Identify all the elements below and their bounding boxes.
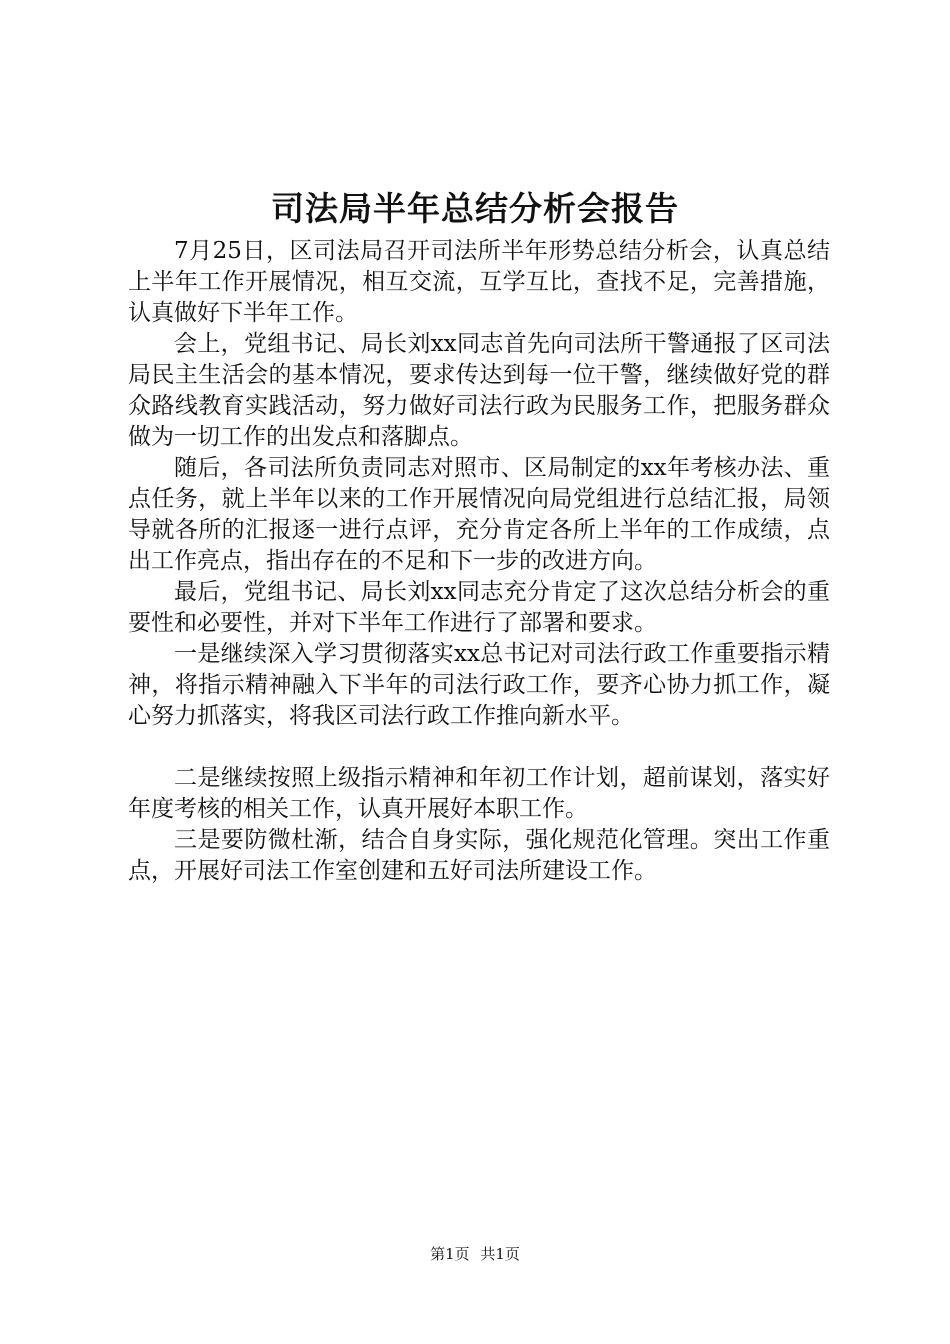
paragraph-meeting-opening: 会上，党组书记、局长刘xx同志首先向司法所干警通报了区司法局民主生活会的基本情况，要求传达到每一位干警，继续做好党的群众路线教育实践活动，努力做好司法行政为民服务工作，把服务群众做为一切工作的出发点和落脚点。 xyxy=(128,331,830,450)
page-number-footer: 第1页 共1页 xyxy=(430,1245,520,1263)
paragraph-requirement-three: 三是要防微杜渐，结合自身实际，强化规范化管理。突出工作重点，开展好司法工作室创建和五好司法所建设工作。 xyxy=(128,827,830,884)
paragraph-station-reports: 随后，各司法所负责同志对照市、区局制定的xx年考核办法、重点任务，就上半年以来的工作开展情况向局党组进行总结汇报，局领导就各所的汇报逐一进行点评，充分肯定各所上半年的工作成绩，点出工作亮点，指出存在的不足和下一步的改进方向。 xyxy=(128,455,830,574)
paragraph-requirement-two: 二是继续按照上级指示精神和年初工作计划，超前谋划，落实好年度考核的相关工作，认真开展好本职工作。 xyxy=(128,765,830,822)
paragraph-requirement-one: 一是继续深入学习贯彻落实xx总书记对司法行政工作重要指示精神，将指示精神融入下半年的司法行政工作，要齐心协力抓工作，凝心努力抓落实，将我区司法行政工作推向新水平。 xyxy=(128,641,830,729)
document-body xyxy=(128,236,830,887)
paragraph-closing-remarks: 最后，党组书记、局长刘xx同志充分肯定了这次总结分析会的重要性和必要性，并对下半年工作进行了部署和要求。 xyxy=(128,579,830,636)
document-title: 司法局半年总结分析会报告 xyxy=(271,189,679,228)
paragraph-meeting-intro: 7月25日，区司法局召开司法所半年形势总结分析会，认真总结上半年工作开展情况，相互交流，互学互比，查找不足，完善措施，认真做好下半年工作。 xyxy=(128,238,830,326)
